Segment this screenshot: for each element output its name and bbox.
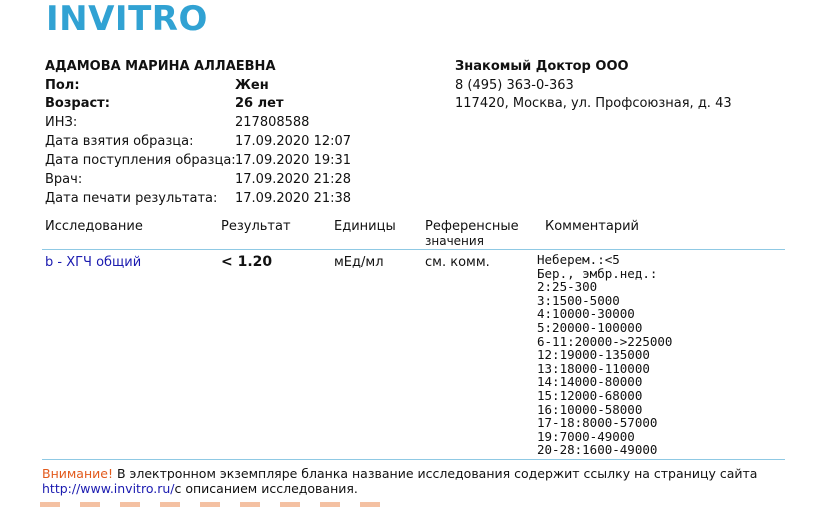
received-date-value: 17.09.2020 19:31 (235, 153, 352, 168)
comment-line: Бер., эмбр.нед.: (537, 265, 658, 281)
comment-line: 2:25-300 (537, 279, 598, 295)
clinic-phone: 8 (495) 363-0-363 (455, 78, 574, 93)
comment-line: 19:7000-49000 (537, 428, 635, 444)
notice-line-2 (42, 479, 358, 498)
comment-line: 5:20000-100000 (537, 319, 643, 335)
age-value: 26 лет (235, 96, 284, 111)
print-date-label: Дата печати результата: (45, 191, 218, 206)
comment-line: 15:12000-68000 (537, 387, 643, 403)
comment-line: 12:19000-135000 (537, 347, 650, 363)
col-header-comments: Комментарий (545, 219, 639, 234)
patient-name: АДАМОВА МАРИНА АЛЛАЕВНА (45, 59, 276, 74)
col-header-reference: Референсные (425, 219, 519, 234)
col-header-units: Единицы (334, 219, 396, 234)
comment-line: 13:18000-110000 (537, 360, 650, 376)
comment-line: 3:1500-5000 (537, 292, 620, 308)
reference-value: см. комм. (425, 255, 490, 270)
clinic-name: Знакомый Доктор ООО (455, 59, 629, 74)
invitro-site-link[interactable]: http://www.invitro.ru/ (42, 481, 175, 496)
result-value: < 1.20 (221, 254, 273, 270)
inz-value: 217808588 (235, 115, 310, 130)
notice-text: В электронном экземпляре бланка название исследования содержит ссылку на страницу сайта (112, 466, 758, 481)
comment-line: 4:10000-30000 (537, 306, 635, 322)
comments-list (537, 253, 672, 457)
col-header-result: Результат (221, 219, 291, 234)
clinic-address: 117420, Москва, ул. Профсоюзная, д. 43 (455, 96, 732, 111)
doctor-label: Врач: (45, 172, 83, 187)
inz-label: ИНЗ: (45, 115, 78, 130)
cut-off-text-strip (40, 502, 380, 507)
study-link[interactable]: b - ХГЧ общий (45, 255, 142, 270)
notice-tail: с описанием исследования. (174, 481, 358, 496)
age-label: Возраст: (45, 96, 110, 111)
sample-date-value: 17.09.2020 12:07 (235, 134, 352, 149)
units-value: мЕд/мл (334, 255, 384, 270)
sex-value: Жен (235, 78, 269, 93)
doctor-value: 17.09.2020 21:28 (235, 172, 352, 187)
table-header-divider (42, 249, 785, 250)
print-date-value: 17.09.2020 21:38 (235, 191, 352, 206)
comment-line: 17-18:8000-57000 (537, 415, 658, 431)
notice-warning-label: Внимание! (42, 466, 113, 481)
sample-date-label: Дата взятия образца: (45, 134, 194, 149)
comment-line: 16:10000-58000 (537, 401, 643, 417)
comment-line: 6-11:20000->225000 (537, 333, 673, 349)
table-bottom-divider (42, 459, 785, 460)
invitro-logo: INVITRO (46, 0, 208, 39)
comment-line: 14:14000-80000 (537, 374, 643, 390)
comment-line: Неберем.:<5 (537, 252, 620, 267)
sex-label: Пол: (45, 78, 80, 93)
comment-line: 20-28:1600-49000 (537, 442, 658, 458)
col-header-study: Исследование (45, 219, 143, 234)
col-header-reference-2: значения (425, 234, 484, 248)
received-date-label: Дата поступления образца: (45, 153, 236, 168)
